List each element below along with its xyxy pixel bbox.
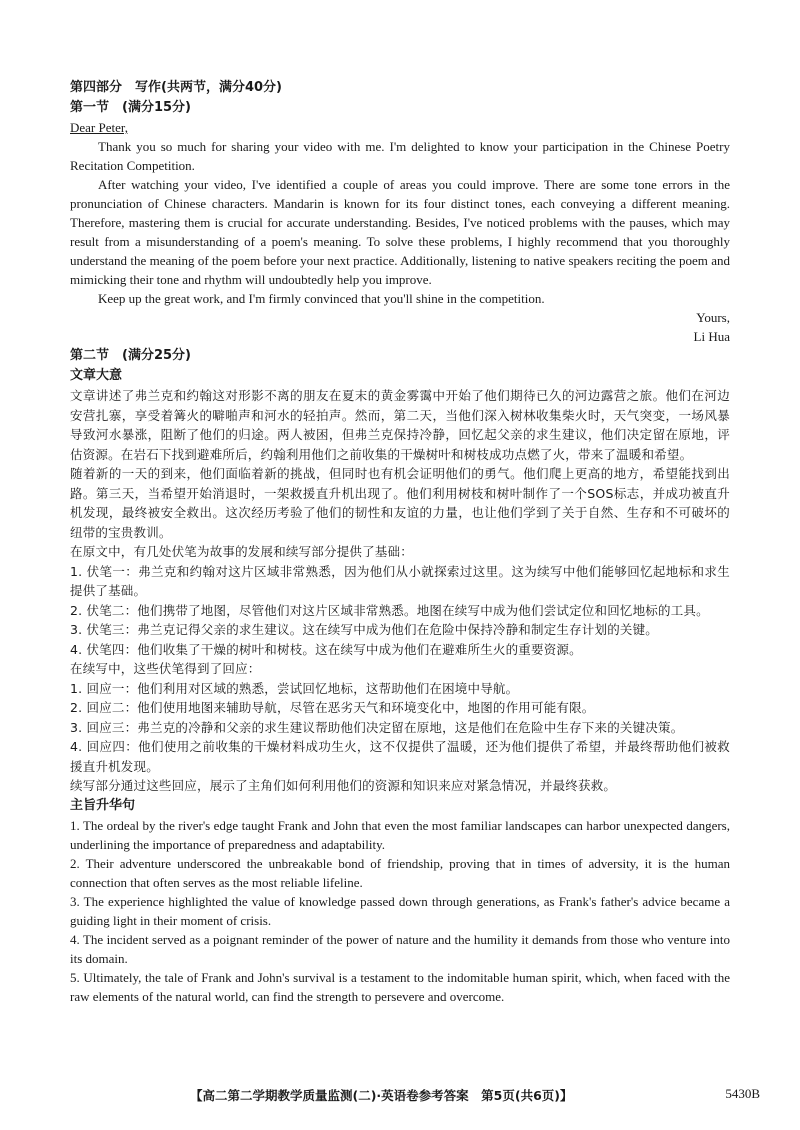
sublimation-item: 1. The ordeal by the river's edge taught Frank and John that even the most familiar landscapes can harbor unexpected dangers, underlining the importance of preparedness and adaptability.	[70, 817, 730, 852]
summary-line: 在原文中，有几处伏笔为故事的发展和续写部分提供了基础：	[70, 544, 413, 559]
sublimation-item: 3. The experience highlighted the value of knowledge passed down through generations, as Frank's father's advice became a guiding light in their moment of crisis.	[70, 893, 730, 928]
response-item: 2. 回应二：他们使用地图来辅助导航，尽管在恶劣天气和环境变化中，地图的作用可能有限。	[70, 700, 595, 715]
sublimation-heading: 主旨升华句	[70, 797, 136, 813]
sublimation-item: 2. Their adventure underscored the unbreakable bond of friendship, proving that in times of adversity, it is the human connection that often serves as the most reliable lifeline.	[70, 855, 730, 890]
section2-title: 第二节 (满分25分)	[70, 348, 191, 363]
summary-line: 续写部分通过这些回应，展示了主角们如何利用他们的资源和知识来应对紧急情况，并最终获救。	[70, 778, 617, 793]
part-title: 第四部分 写作(共两节，满分40分)	[70, 80, 282, 95]
response-item: 4. 回应四：他们使用之前收集的干燥材料成功生火，这不仅提供了温暖，还为他们提供了希望，并最终帮助他们被救援直升机发现。	[70, 739, 730, 774]
summary-line: 在续写中，这些伏笔得到了回应：	[70, 661, 261, 676]
letter-paragraph: After watching your video, I've identified a couple of areas you could improve. There are some tone errors in the pronunciation of Chinese characters. Mandarin is known for its four distinct tones, each conveying a different meaning. Therefore, mastering them is crucial for accurate understanding. Besides, I've noticed problems with the pauses, which may result from a misunderstanding of a poem's meaning. To solve these problems, I highly recommend that you thoroughly understand the meaning of the poem before your next practice. Additionally, listening to native speakers reciting the poem and mimicking their tone and rhythm will undoubtedly help you improve.	[70, 177, 730, 287]
summary-line: 随着新的一天的到来，他们面临着新的挑战，但同时也有机会证明他们的勇气。他们爬上更高的地方，希望能找到出路。第三天，当希望开始消退时，一架救援直升机出现了。他们利用树枝和树叶制作了一个SOS标志，并成功被直升机发现，最终被安全救出。这次经历考验了他们的韧性和友谊的力量，也让他们学到了关于自然、生存和不可破坏的纽带的宝贵教训。	[70, 466, 730, 540]
foreshadow-item: 3. 伏笔三：弗兰克记得父亲的求生建议。这在续写中成为他们在危险中保持冷静和制定生存计划的关键。	[70, 622, 659, 637]
letter-paragraph: Thank you so much for sharing your video with me. I'm delighted to know your participation in the Chinese Poetry Recitation Competition.	[70, 139, 730, 173]
summary-heading: 文章大意	[70, 368, 123, 383]
sublimation-item: 5. Ultimately, the tale of Frank and John's survival is a testament to the indomitable human spirit, which, when faced with the raw elements of the natural world, can find the strength to persevere and overcome.	[70, 969, 730, 1004]
answer-page	[70, 78, 730, 1006]
footer-code: 5430B	[725, 1086, 760, 1101]
letter-signature: Li Hua	[693, 329, 730, 344]
response-item: 3. 回应三：弗兰克的冷静和父亲的求生建议帮助他们决定留在原地，这是他们在危险中生存下来的关键决策。	[70, 719, 684, 735]
foreshadow-item: 4. 伏笔四：他们收集了干燥的树叶和树枝。这在续写中成为他们在避难所生火的重要资源。	[70, 641, 582, 657]
letter-paragraph: Keep up the great work, and I'm firmly convinced that you'll shine in the competition.	[98, 291, 545, 306]
foreshadow-item: 1. 伏笔一：弗兰克和约翰对这片区域非常熟悉，因为他们从小就探索过这里。这为续写中他们能够回忆起地标和求生提供了基础。	[70, 563, 730, 598]
sublimation-item: 4. The incident served as a poignant reminder of the power of nature and the humility it demands from those who venture into its domain.	[70, 931, 730, 966]
response-item: 1. 回应一：他们利用对区域的熟悉，尝试回忆地标，这帮助他们在困境中导航。	[70, 680, 519, 696]
letter-closing: Yours,	[696, 310, 730, 325]
section1-title: 第一节 (满分15分)	[70, 100, 191, 115]
letter-salutation: Dear Peter,	[70, 120, 128, 135]
footer-title: 【高二第二学期教学质量监测(二)·英语卷参考答案 第5页(共6页)】	[190, 1088, 573, 1103]
summary-line: 文章讲述了弗兰克和约翰这对形影不离的朋友在夏末的黄金雾霭中开始了他们期待已久的河边露营之旅。他们在河边安营扎寨，享受着篝火的噼啪声和河水的轻拍声。然而，第二天，当他们深入树林收集柴火时，天气突变，一场风暴导致河水暴涨，阻断了他们的归途。两人被困，但弗兰克保持冷静，回忆起父亲的求生建议，他们决定留在原地，评估资源。在岩石下找到避难所后，约翰利用他们之前收集的干燥树叶和树枝成功点燃了火，带来了温暖和希望。	[70, 388, 730, 462]
foreshadow-item: 2. 伏笔二：他们携带了地图，尽管他们对这片区域非常熟悉。地图在续写中成为他们尝试定位和回忆地标的工具。	[70, 602, 709, 618]
